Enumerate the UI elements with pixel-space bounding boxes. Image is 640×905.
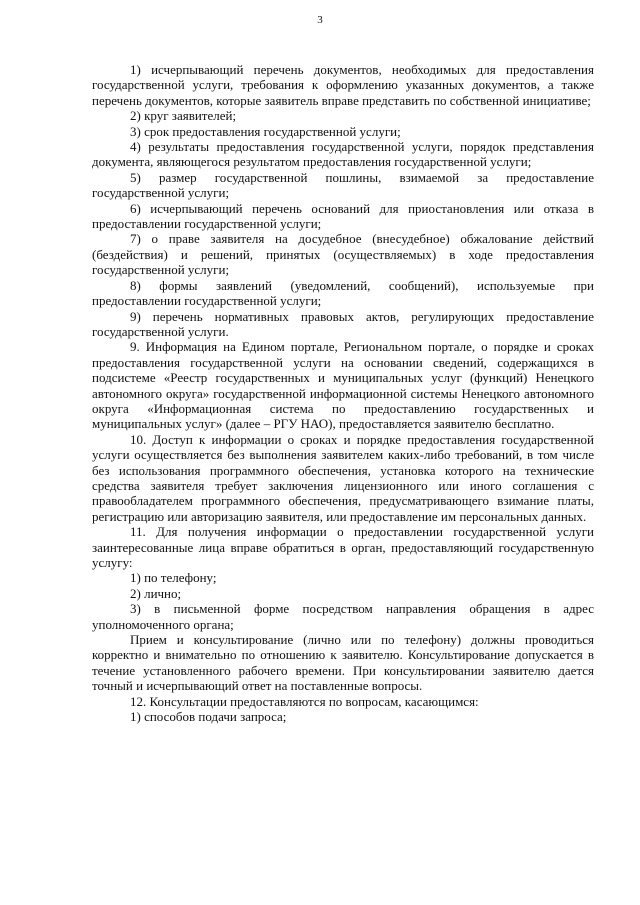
paragraph: 9. Информация на Едином портале, Региональном портале, о порядке и сроках предоставления государственной услуги на основании сведений, содержащихся в подсистеме «Реестр государственных и муниципальных услуг (функций) Ненецкого автономного округа» государственной информационной системы Ненецкого автономного округа «Информационная система по предоставлению государственных и муниципальных услуг» (далее – РГУ НАО), предоставляется заявителю бесплатно. bbox=[92, 339, 594, 432]
paragraph: 7) о праве заявителя на досудебное (внесудебное) обжалование действий (бездействия) и решений, принятых (осуществляемых) в ходе предоставления государственной услуги; bbox=[92, 231, 594, 278]
paragraph: 2) круг заявителей; bbox=[130, 108, 237, 124]
document-body bbox=[92, 62, 594, 724]
paragraph: 1) по телефону; bbox=[130, 570, 217, 586]
paragraph: 2) лично; bbox=[130, 585, 182, 601]
paragraph: 10. Доступ к информации о сроках и порядке предоставления государственной услуги осуществляется без выполнения заявителем каких-либо требований, в том числе без использования программного обеспечения, установка которого на технические средства заявителя требует заключения лицензионного или иного соглашения с правообладателем программного обеспечения, предусматривающего взимание платы, регистрацию или авторизацию заявителя, или предоставление им персональных данных. bbox=[92, 431, 594, 524]
paragraph: 1) исчерпывающий перечень документов, необходимых для предоставления государственной услуги, требования к оформлению указанных документов, а также перечень документов, которые заявитель вправе представить по собственной инициативе; bbox=[92, 62, 594, 108]
paragraph: 4) результаты предоставления государственной услуги, порядок представления документа, являющегося результатом предоставления государственной услуги; bbox=[92, 139, 594, 170]
paragraph: 8) формы заявлений (уведомлений, сообщений), используемые при предоставлении государственной услуги; bbox=[92, 277, 594, 309]
paragraph: 12. Консультации предоставляются по вопросам, касающимся: bbox=[130, 693, 479, 709]
paragraph: 3) в письменной форме посредством направления обращения в адрес уполномоченного органа; bbox=[92, 601, 594, 632]
paragraph: 9) перечень нормативных правовых актов, регулирующих предоставление государственной услуги. bbox=[92, 308, 594, 339]
page-number: 3 bbox=[317, 14, 323, 26]
paragraph: 1) способов подачи запроса; bbox=[130, 709, 287, 725]
paragraph: 3) срок предоставления государственной услуги; bbox=[130, 123, 401, 139]
paragraph: Прием и консультирование (лично или по телефону) должны проводиться корректно и внимательно по отношению к заявителю. Консультирование допускается в течение установленного рабочего времени. При консультировании заявителю дается точный и исчерпывающий ответ на поставленные вопросы. bbox=[92, 632, 594, 694]
paragraph: 5) размер государственной пошлины, взимаемой за предоставление государственной услуги; bbox=[92, 169, 594, 201]
paragraph: 11. Для получения информации о предоставлении государственной услуги заинтересованные лица вправе обратиться в орган, предоставляющий государственную услугу: bbox=[92, 524, 594, 570]
paragraph: 6) исчерпывающий перечень оснований для приостановления или отказа в предоставлении государственной услуги; bbox=[92, 200, 594, 232]
